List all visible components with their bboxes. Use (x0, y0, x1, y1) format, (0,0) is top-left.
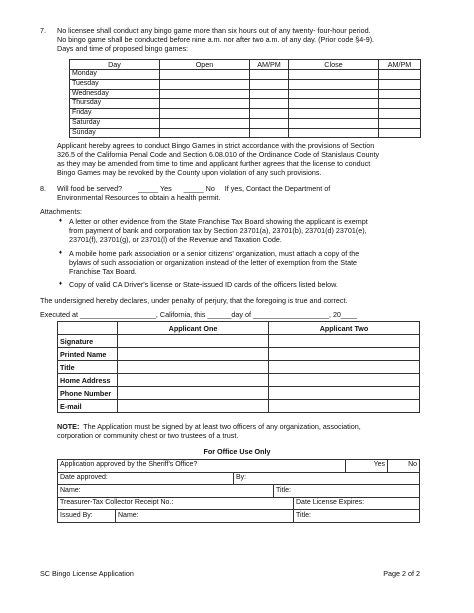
schedule-header-open: Open (160, 60, 250, 70)
applicant-two-title-field[interactable] (269, 361, 420, 374)
applicant-two-signature-field[interactable] (269, 335, 420, 348)
attachment-item (69, 249, 459, 276)
item-7-line: No bingo game shall be conducted before nine a.m. nor after two a.m. of any day. (Prior code §4-9). (57, 35, 375, 44)
schedule-row (70, 79, 421, 89)
applicant-table (57, 321, 420, 413)
open-cell[interactable] (160, 128, 250, 138)
applicant-one-header: Applicant One (118, 322, 269, 335)
item-7-text (57, 26, 457, 53)
applicant-row-signature (58, 335, 420, 348)
open-cell[interactable] (160, 79, 250, 89)
schedule-day: Sunday (70, 128, 160, 138)
close-ampm-cell[interactable] (379, 70, 421, 80)
schedule-header-row (70, 60, 421, 70)
item-7-line: No licensee shall conduct any bingo game more than six hours out of any twenty- four-hour period. (57, 26, 371, 35)
item-8-text (57, 184, 457, 202)
license-expires-field[interactable]: Date License Expires: (294, 497, 420, 510)
row-label: Title (58, 361, 118, 374)
schedule-row (70, 109, 421, 119)
schedule-day: Tuesday (70, 79, 160, 89)
applicant-row-title (58, 361, 420, 374)
note-label: NOTE: (57, 422, 80, 431)
note-line-2: corporation or community chest or two trustees of a trust. (57, 431, 239, 440)
agreement-paragraph (57, 141, 457, 177)
office-use-table (57, 459, 420, 523)
health-permit-note: Environmental Resources to obtain a health permit. (57, 193, 221, 202)
row-label: Phone Number (58, 387, 118, 400)
date-approved-field[interactable]: Date approved: (58, 472, 234, 485)
issuer-name-field[interactable]: Name: (116, 510, 294, 523)
attachment-line: Copy of valid CA Driver's license or State-issued ID cards of the officers listed below. (69, 280, 338, 289)
open-cell[interactable] (160, 70, 250, 80)
diamond-bullet-icon: ♦ (59, 250, 63, 256)
applicant-two-header: Applicant Two (269, 322, 420, 335)
open-ampm-cell[interactable] (250, 109, 289, 119)
applicant-two-address-field[interactable] (269, 374, 420, 387)
attachment-line: A mobile home park association or a senior citizens' organization, must attach a copy of the (69, 249, 360, 258)
open-ampm-cell[interactable] (250, 128, 289, 138)
attachment-line: A letter or other evidence from the State Franchise Tax Board showing the applicant is exempt (69, 217, 368, 226)
close-ampm-cell[interactable] (379, 79, 421, 89)
attachment-line: 23701(f), 23701(g), or 23701(l) of the Revenue and Taxation Code. (69, 235, 282, 244)
applicant-two-phone-field[interactable] (269, 387, 420, 400)
attachment-line: bylaws of such association or organization instead of the letter of exemption from the State (69, 258, 358, 267)
close-ampm-cell[interactable] (379, 128, 421, 138)
executed-line: Executed at ___________________, California, this ______day of ___________________, 20____ (40, 310, 357, 319)
approver-name-field[interactable]: Name: (58, 485, 274, 498)
item-8-number: 8. (40, 184, 46, 193)
open-ampm-cell[interactable] (250, 99, 289, 109)
office-row-name (58, 485, 420, 498)
row-label: Printed Name (58, 348, 118, 361)
close-cell[interactable] (289, 89, 379, 99)
note-paragraph (57, 422, 457, 440)
close-cell[interactable] (289, 118, 379, 128)
schedule-header-ampm-2: AM/PM (379, 60, 421, 70)
declaration-text: The undersigned hereby declares, under penalty of perjury, that the foregoing is true and correct. (40, 296, 348, 305)
office-row-receipt (58, 497, 420, 510)
schedule-row (70, 128, 421, 138)
schedule-row (70, 118, 421, 128)
schedule-day: Wednesday (70, 89, 160, 99)
applicant-two-name-field[interactable] (269, 348, 420, 361)
applicant-one-signature-field[interactable] (118, 335, 269, 348)
attachment-line: Franchise Tax Board. (69, 267, 137, 276)
agreement-line: 326.5 of the California Penal Code and Section 6.08.010 of the Ordinance Code of Stanislaus County (57, 150, 380, 159)
attachment-line: from payment of bank and corporation tax by Section 23701(a), 23701(b), 23701(d) 23701(e), (69, 226, 367, 235)
approval-question: Application approved by the Sheriff's Office? (58, 460, 346, 473)
office-row-issued (58, 510, 420, 523)
schedule-header-ampm: AM/PM (250, 60, 289, 70)
approved-by-field[interactable]: By: (234, 472, 420, 485)
close-ampm-cell[interactable] (379, 118, 421, 128)
row-label: E-mail (58, 400, 118, 413)
schedule-day: Monday (70, 70, 160, 80)
applicant-one-title-field[interactable] (118, 361, 269, 374)
close-cell[interactable] (289, 70, 379, 80)
open-cell[interactable] (160, 89, 250, 99)
schedule-row (70, 70, 421, 80)
note-line-1 (57, 422, 457, 431)
receipt-number-field[interactable]: Treasurer-Tax Collector Receipt No.: (58, 497, 294, 510)
applicant-header-blank (58, 322, 118, 335)
close-cell[interactable] (289, 79, 379, 89)
open-ampm-cell[interactable] (250, 70, 289, 80)
row-label: Home Address (58, 374, 118, 387)
issued-by-field[interactable]: Issued By: (58, 510, 116, 523)
close-ampm-cell[interactable] (379, 109, 421, 119)
close-cell[interactable] (289, 128, 379, 138)
note-text: The Application must be signed by at least two officers of any organization, association, (79, 422, 361, 431)
diamond-bullet-icon: ♦ (59, 281, 63, 287)
applicant-one-email-field[interactable] (118, 400, 269, 413)
applicant-row-email (58, 400, 420, 413)
item-7-line: Days and time of proposed bingo games: (57, 44, 189, 53)
open-cell[interactable] (160, 99, 250, 109)
applicant-row-home-address (58, 374, 420, 387)
agreement-line: Applicant hereby agrees to conduct Bingo Games in strict accordance with the provisions of Section (57, 141, 375, 150)
close-cell[interactable] (289, 99, 379, 109)
open-ampm-cell[interactable] (250, 79, 289, 89)
agreement-line: as they may be amended from time to time and applicant further agrees that the license to conduct (57, 159, 371, 168)
schedule-day: Saturday (70, 118, 160, 128)
schedule-day: Friday (70, 109, 160, 119)
schedule-row (70, 99, 421, 109)
issuer-title-field[interactable]: Title: (294, 510, 420, 523)
diamond-bullet-icon: ♦ (59, 218, 63, 224)
applicant-one-name-field[interactable] (118, 348, 269, 361)
applicant-two-email-field[interactable] (269, 400, 420, 413)
schedule-day: Thursday (70, 99, 160, 109)
open-ampm-cell[interactable] (250, 118, 289, 128)
open-ampm-cell[interactable] (250, 89, 289, 99)
close-cell[interactable] (289, 109, 379, 119)
approved-no-option[interactable]: No (388, 460, 420, 473)
attachment-item (69, 217, 459, 244)
applicant-header-row (58, 322, 420, 335)
applicant-one-address-field[interactable] (118, 374, 269, 387)
applicant-row-printed-name (58, 348, 420, 361)
agreement-line: Bingo Games may be revoked by the County upon violation of any such provisions. (57, 168, 322, 177)
office-use-title: For Office Use Only (203, 447, 271, 456)
close-ampm-cell[interactable] (379, 99, 421, 109)
schedule-header-close: Close (289, 60, 379, 70)
open-cell[interactable] (160, 109, 250, 119)
approver-title-field[interactable]: Title: (274, 485, 420, 498)
food-question: Will food be served? _____ Yes _____ No If yes, Contact the Department of (57, 184, 331, 193)
approved-yes-option[interactable]: Yes (346, 460, 388, 473)
schedule-row (70, 89, 421, 99)
attachments-title: Attachments: (40, 207, 82, 216)
item-7-number: 7. (40, 26, 46, 35)
schedule-header-day: Day (70, 60, 160, 70)
row-label: Signature (58, 335, 118, 348)
attachment-item (69, 280, 459, 289)
open-cell[interactable] (160, 118, 250, 128)
schedule-table (69, 59, 421, 138)
footer-form-name: SC Bingo License Application (40, 569, 134, 578)
applicant-one-phone-field[interactable] (118, 387, 269, 400)
office-row-approved (58, 460, 420, 473)
close-ampm-cell[interactable] (379, 89, 421, 99)
applicant-row-phone (58, 387, 420, 400)
footer-page-number: Page 2 of 2 (383, 569, 420, 578)
office-row-date (58, 472, 420, 485)
